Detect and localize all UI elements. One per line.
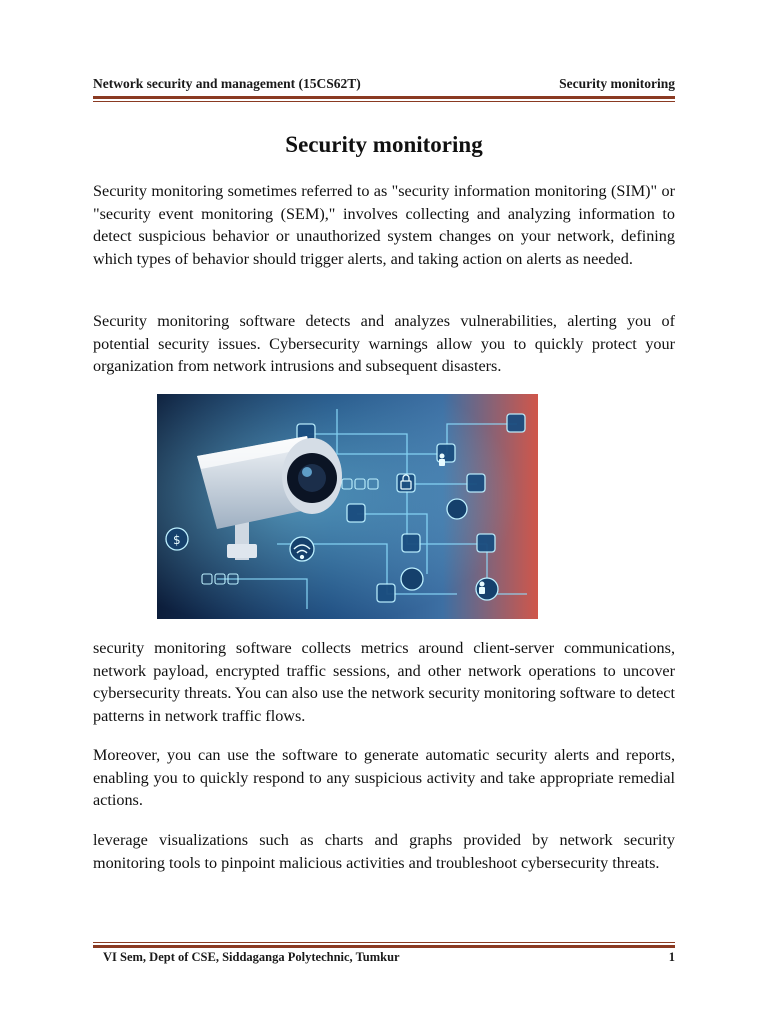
paragraph-4: Moreover, you can use the software to generate automatic security alerts and reports, enabling you to quickly respond to any suspicious activity and take appropriate remedial actions. [93, 746, 675, 810]
paragraph-1: Security monitoring sometimes referred to as "security information monitoring (SIM)" or "security event monitoring (SEM)," involves collecting and analyzing information to detect suspicious behavior or unauthorized system changes on your network, defining which types of behavior should trigger alerts, and taking action on alerts as needed. [93, 182, 675, 269]
header-rule-thin [93, 101, 675, 102]
page-header [93, 76, 675, 92]
security-camera-illustration [157, 394, 538, 619]
page-title: Security monitoring [285, 132, 483, 157]
paragraph-5: leverage visualizations such as charts and graphs provided by network security monitoring tools to pinpoint malicious activities and troubleshoot cybersecurity threats. [93, 831, 675, 872]
footer-rule-thin [93, 942, 675, 943]
page-footer [103, 950, 675, 965]
header-topic: Security monitoring [559, 76, 675, 91]
footer-rule [93, 945, 675, 948]
page-number: 1 [668, 950, 675, 964]
header-rule [93, 96, 675, 99]
header-course-title: Network security and management (15CS62T) [93, 76, 361, 91]
paragraph-2: Security monitoring software detects and analyzes vulnerabilities, alerting you of potential security issues. Cybersecurity warnings allow you to quickly protect your organization from network intrusions and subsequent disasters. [93, 312, 675, 376]
paragraph-3: security monitoring software collects metrics around client-server communications, network payload, encrypted traffic sessions, and other network operations to uncover cybersecurity threats. You can also use the network security monitoring software to detect patterns in network traffic flows. [93, 639, 675, 726]
footer-institution: VI Sem, Dept of CSE, Siddaganga Polytechnic, Tumkur [103, 950, 400, 964]
dollar-icon: $ [173, 533, 181, 547]
